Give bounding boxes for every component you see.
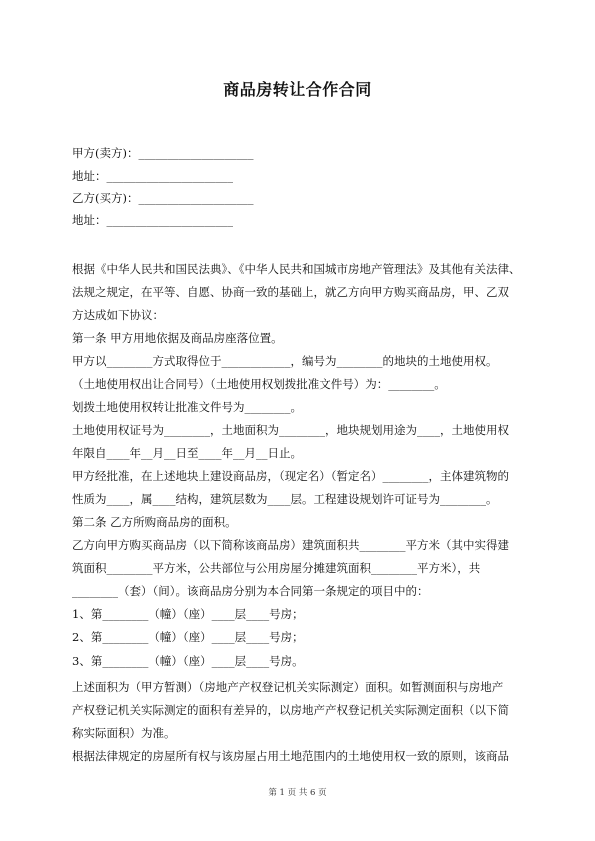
body-line: 筑面积________平方米，公共部位与公用房屋分摊建筑面积________平方米），共 — [72, 561, 481, 575]
body-line: 称实际面积）为准。 — [72, 726, 176, 740]
article-heading: 第二条 乙方所购商品房的面积。 — [72, 515, 237, 529]
body-line: 根据《中华人民共和国民法典》、《中华人民共和国城市房地产管理法》及其他有关法律、 — [72, 262, 521, 276]
body-line: 划拨土地使用权转让批准文件号为________。 — [72, 400, 302, 414]
body-line: 土地使用权证号为________，土地面积为________，地块规划用途为____，土地使用权 — [72, 423, 509, 437]
body-line: 产权登记机关实际测定的面积有差异的，以房地产产权登记机关实际测定面积（以下简 — [72, 703, 509, 717]
document-title: 商品房转让合作合同 — [223, 80, 372, 99]
body-line: 2、第________（幢）（座）____层____号房； — [72, 630, 304, 644]
body-line: 乙方向甲方购买商品房（以下简称该商品房）建筑面积共________平方米（其中实得建 — [72, 538, 509, 552]
body-line: 甲方以________方式取得位于____________，编号为________的地块的土地使用权。 — [72, 354, 498, 368]
body-line: 性质为____，属____结构，建筑层数为____层。工程建设规划许可证号为________。 — [72, 492, 498, 506]
party-b-name-field: 乙方(买方)：____________________ — [72, 191, 254, 205]
body-line: 1、第________（幢）（座）____层____号房； — [72, 607, 304, 621]
body-line: （土地使用权出让合同号）（土地使用权划拨批准文件号）为：________。 — [72, 377, 446, 391]
party-a-address-field: 地址：______________________ — [72, 169, 233, 183]
body-line: 根据法律规定的房屋所有权与该房屋占用土地范围内的土地使用权一致的原则，该商品 — [72, 749, 509, 763]
party-a-name-field: 甲方(卖方)：____________________ — [72, 146, 254, 160]
body-line: 上述面积为（甲方暂测）（房地产产权登记机关实际测定）面积。如暂测面积与房地产 — [72, 680, 504, 694]
body-line: 方达成如下协议： — [72, 308, 164, 322]
body-line: ________（套）（间）。该商品房分别为本合同第一条规定的项目中的： — [72, 584, 429, 598]
page-number-footer: 第 1 页 共 6 页 — [268, 788, 327, 798]
article-heading: 第一条 甲方用地依据及商品房座落位置。 — [72, 331, 283, 345]
party-b-address-field: 地址：______________________ — [72, 213, 233, 227]
body-line: 甲方经批准，在上述地块上建设商品房，（现定名）（暂定名）________，主体建筑物的 — [72, 469, 509, 483]
body-line: 年限自____年__月__日至____年__月__日止。 — [72, 446, 302, 460]
body-line: 法规之规定，在平等、自愿、协商一致的基础上，就乙方向甲方购买商品房，甲、乙双 — [72, 285, 509, 299]
body-line: 3、第________（幢）（座）____层____号房。 — [72, 654, 304, 668]
